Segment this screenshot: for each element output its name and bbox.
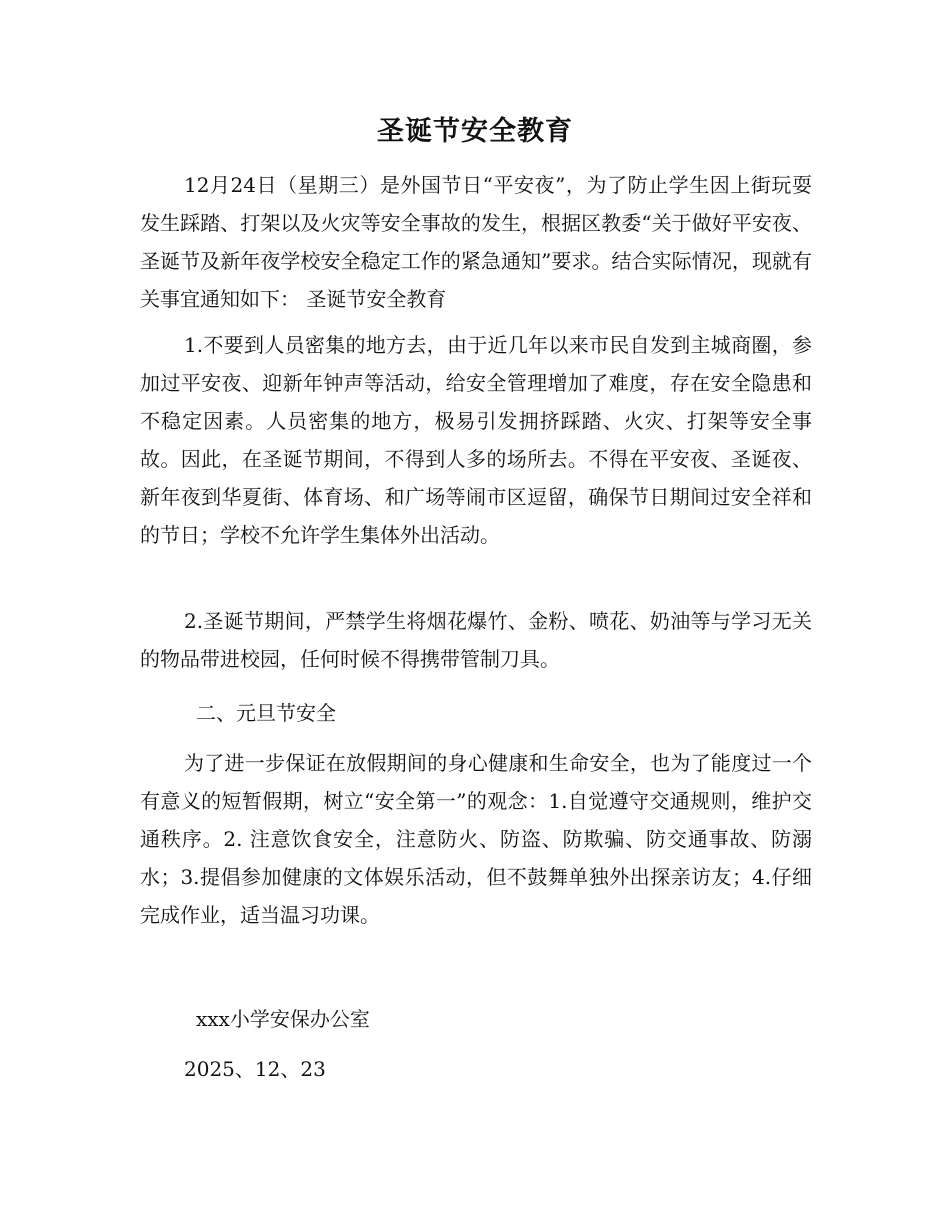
intro-paragraph: 12月24日（星期三）是外国节日“平安夜”，为了防止学生因上街玩耍发生踩踏、打架以及火灾等安全事故的发生，根据区教委“关于做好平安夜、圣诞节及新年夜学校安全稳定工作的紧急通知”要求。结合实际情况，现就有关事宜通知如下： 圣诞节安全教育 <box>140 173 812 311</box>
signature-organization: xxx小学安保办公室 <box>196 1007 370 1031</box>
item-2-paragraph: 2.圣诞节期间，严禁学生将烟花爆竹、金粉、喷花、奶油等与学习无关的物品带进校园，任何时候不得携带管制刀具。 <box>140 609 812 671</box>
document-title: 圣诞节安全教育 <box>377 116 573 147</box>
item-1-paragraph: 1.不要到人员密集的地方去，由于近几年以来市民自发到主城商圈，参加过平安夜、迎新年钟声等活动，给安全管理增加了难度，存在安全隐患和不稳定因素。人员密集的地方，极易引发拥挤踩踏、火灾、打架等安全事故。因此，在圣诞节期间，不得到人多的场所去。不得在平安夜、圣诞夜、新年夜到华夏街、体育场、和广场等闹市区逗留，确保节日期间过安全祥和的节日；学校不允许学生集体外出活动。 <box>140 333 812 547</box>
section-2-heading: 二、元旦节安全 <box>196 701 336 725</box>
signature-date: 2025、12、23 <box>184 1057 326 1081</box>
section-2-paragraph: 为了进一步保证在放假期间的身心健康和生命安全，也为了能度过一个有意义的短暂假期，树立“安全第一”的观念：1.自觉遵守交通规则，维护交通秩序。2. 注意饮食安全，注意防火、防盗、防欺骗、防交通事故、防溺水；3.提倡参加健康的文体娱乐活动，但不鼓舞单独外出探亲访友；4.仔细完成作业，适当温习功课。 <box>140 751 812 927</box>
